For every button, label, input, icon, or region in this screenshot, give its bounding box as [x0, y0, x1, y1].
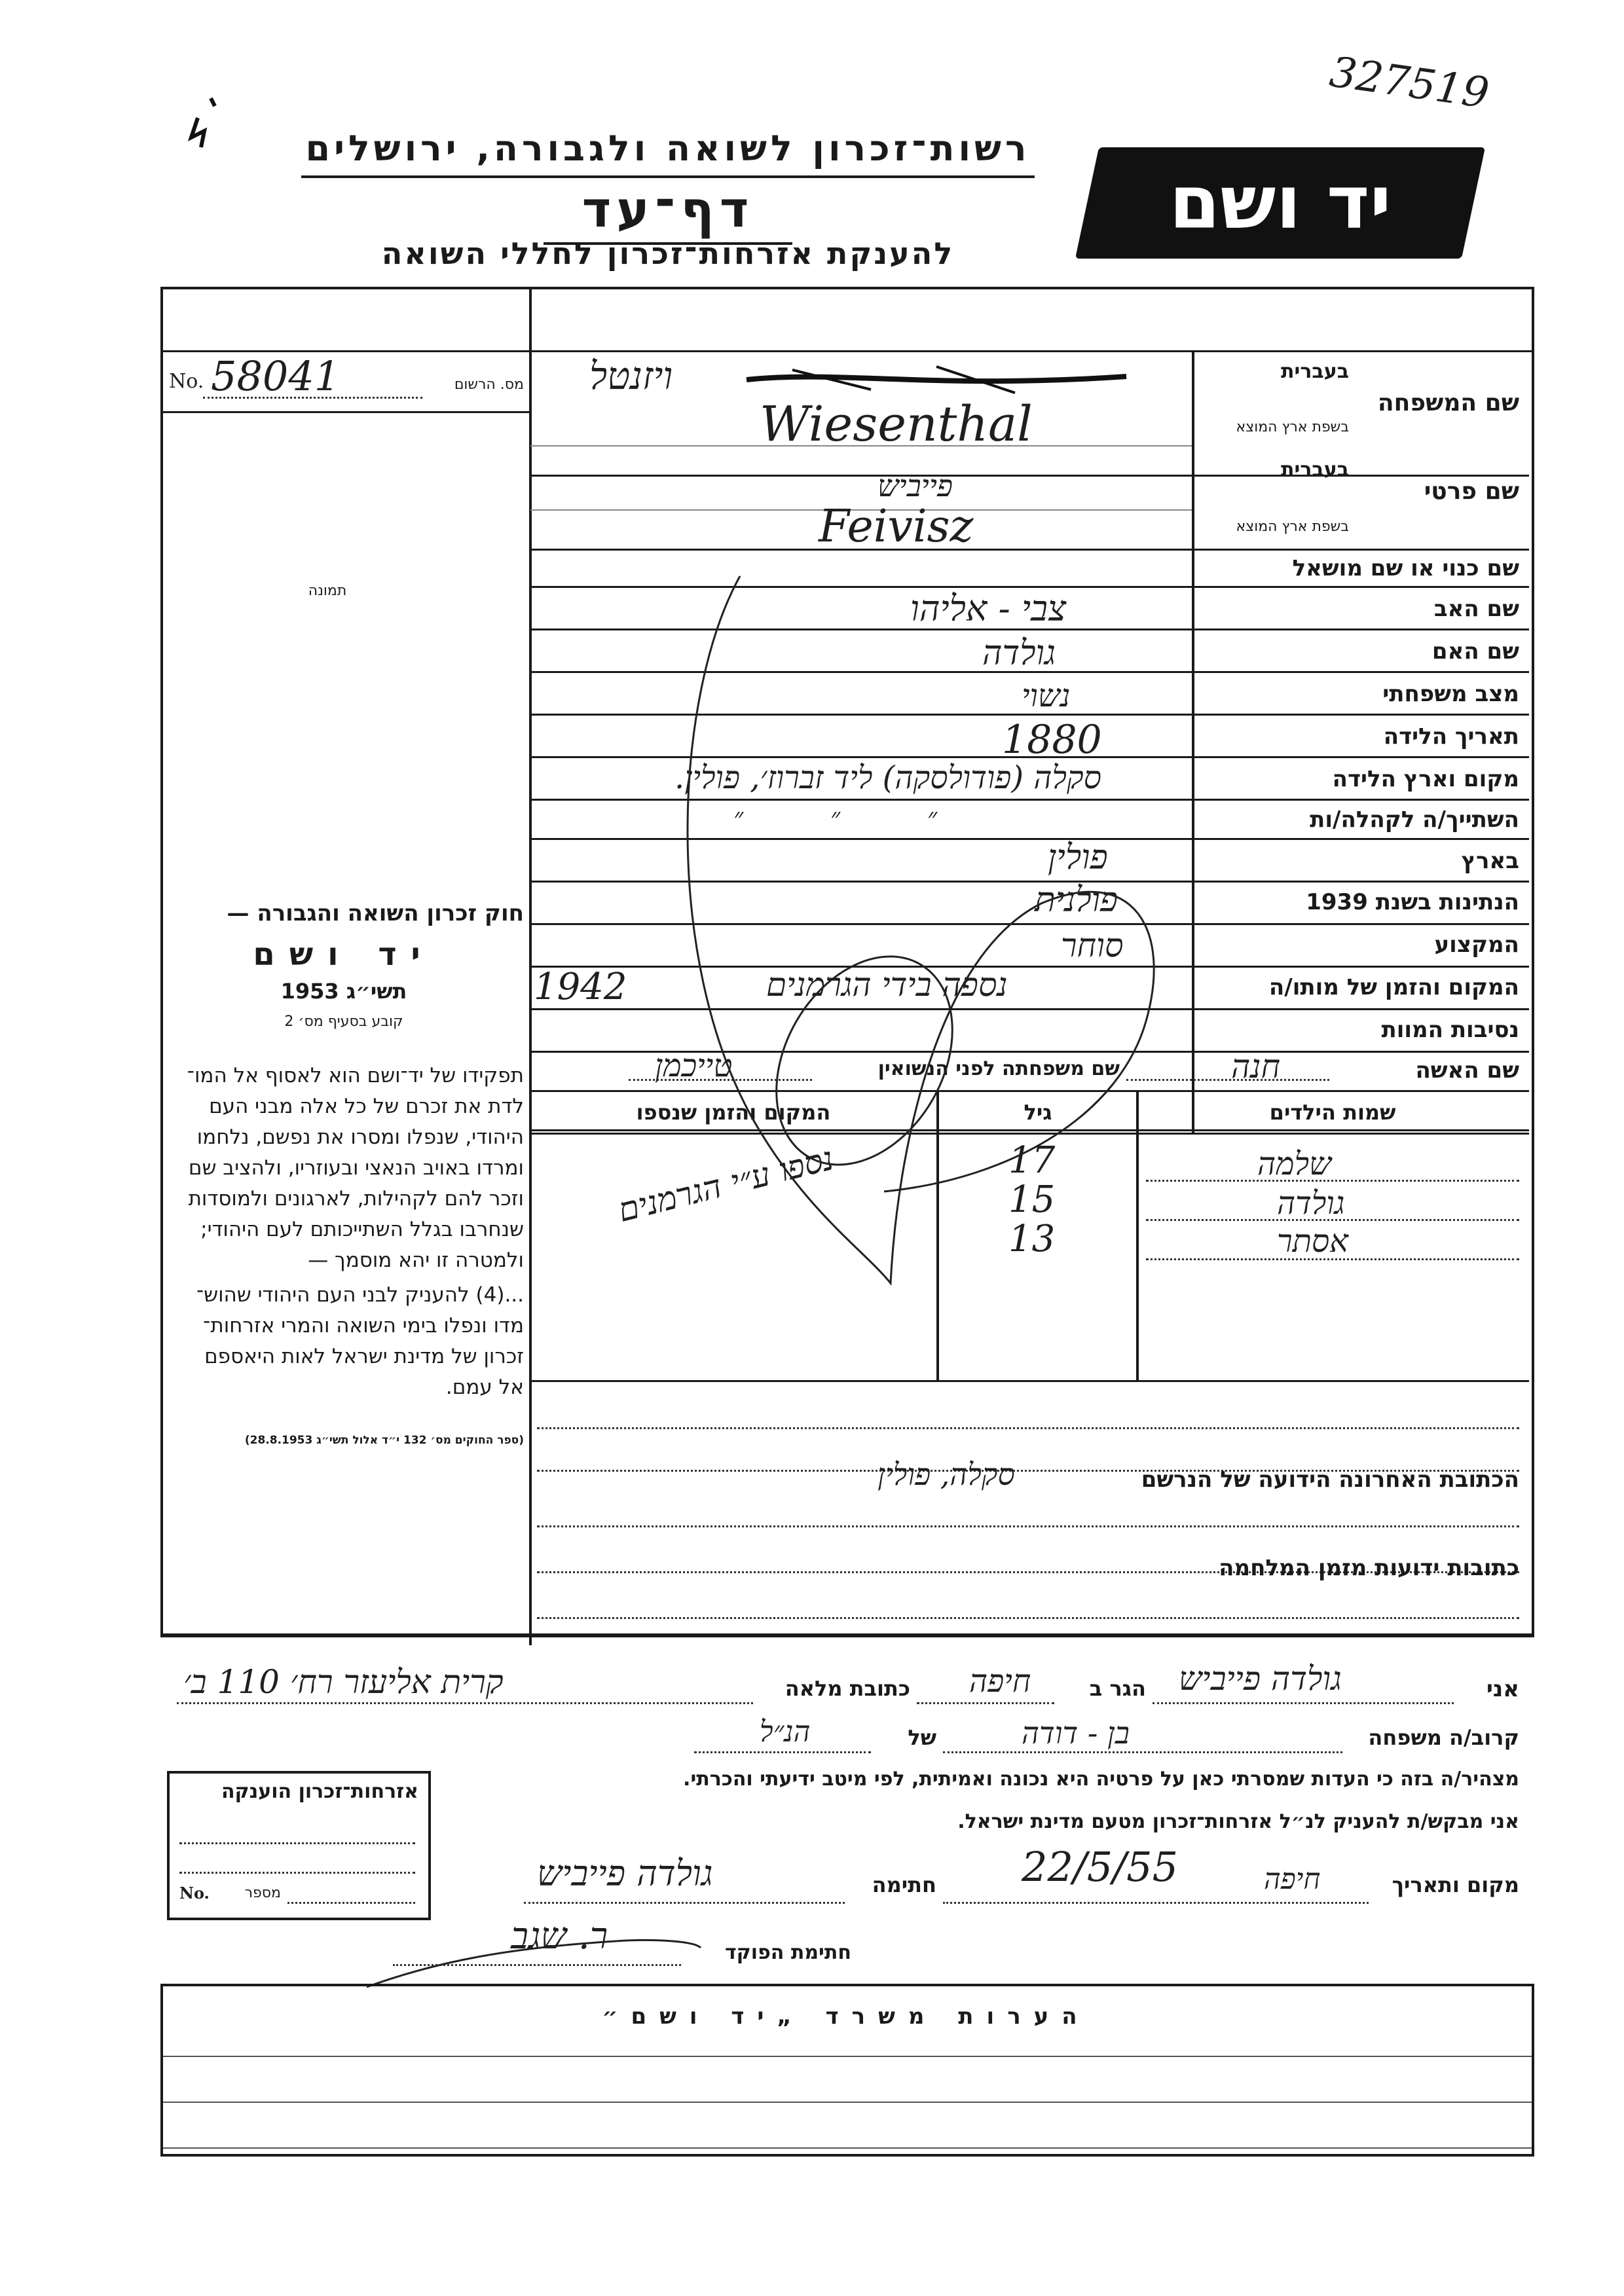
- first-name-sub-hebrew: בעברית: [1281, 458, 1349, 481]
- family-name-origin-value: Wiesenthal: [760, 396, 1033, 452]
- law-p2-line-2: מדו ונפלו בימי השואה והמרי אזרחות־: [203, 1314, 524, 1338]
- birth-date-label: תאריך הלידה: [1383, 723, 1519, 750]
- father-value: צבי - אליהו: [910, 588, 1067, 629]
- law-p1-line-5: וזכר להם לקהילות, לארגונים ולמוסדות: [188, 1187, 524, 1211]
- nickname-label: שם כנוי או שם מושאל: [1292, 555, 1519, 581]
- registration-no-prefix: No.: [169, 370, 204, 393]
- wartime-address-label: כתובות ידועות מזמן המלחמה: [1219, 1555, 1519, 1581]
- family-name-hebrew-value: ויזנטל: [589, 354, 673, 398]
- law-p1-line-1: תפקידו של יד־ושם הוא לאסוף אל המו־: [187, 1064, 524, 1087]
- law-p1-line-7: ולמטרה זו יהא מוסמך —: [308, 1248, 524, 1272]
- law-section: קובע בסעיף מס׳ 2: [284, 1013, 403, 1030]
- profession-label: המקצוע: [1434, 932, 1519, 958]
- office-notes-frame: [160, 1984, 1534, 2157]
- logo-text: יד ושם: [1169, 160, 1392, 246]
- resides-label: הגר ב: [1089, 1676, 1146, 1701]
- mother-label: שם האם: [1431, 638, 1519, 665]
- yad-vashem-logo: [1075, 147, 1485, 259]
- authority-title: רשות־זכרון לשואה ולגבורה, ירושלים: [305, 128, 1031, 169]
- place-date-label: מקום ותאריך: [1392, 1872, 1519, 1897]
- children-place-note: נספו ע״י הגרמנים: [614, 1139, 838, 1230]
- citizenship-label: הנתינות בשנת 1939: [1306, 889, 1519, 915]
- address-label: כתובת מלאה: [784, 1676, 910, 1701]
- wife-value: חנה: [1231, 1048, 1281, 1085]
- declaration-text-2: אני מבקש/ת להעניק לנ״ל אזרחות־זכרון מטעם מדינת ישראל.: [957, 1810, 1519, 1833]
- children-names-header: שמות הילדים: [1269, 1100, 1396, 1125]
- death-circumstances-label: נסיבות המוות: [1381, 1017, 1519, 1043]
- family-name-sub-origin: בשפת ארץ המוצא: [1236, 419, 1349, 435]
- child-name-1: שלמה: [1257, 1146, 1332, 1182]
- birth-place-label: מקום וארץ הלידה: [1332, 766, 1519, 792]
- country-value: פולין: [1048, 838, 1108, 877]
- family-name-sub-hebrew: בעברית: [1281, 360, 1349, 383]
- office-notes-title: הערות משרד „יד ושם״: [602, 2003, 1090, 2030]
- law-paragraph-2: [164, 1280, 524, 1403]
- wife-label: שם האשה: [1415, 1057, 1519, 1084]
- first-name-hebrew-value: פייביש: [877, 468, 953, 503]
- officer-signature-label: חתימת הפוקד: [725, 1941, 851, 1964]
- officer-signature: ר. שגב: [511, 1915, 608, 1958]
- children-age-header: גיל: [1024, 1100, 1052, 1125]
- declarant-i-label: אני: [1486, 1676, 1519, 1702]
- law-p2-line-1: ...(4) להעניק לבני העם היהודי שהוש־: [196, 1283, 524, 1307]
- loop-scribble: [648, 563, 1185, 1316]
- first-name-origin-value: Feivisz: [819, 501, 974, 553]
- death-place-value: נספה בידי הגרמנים: [766, 966, 1008, 1004]
- struck-text: [740, 363, 1133, 396]
- child-name-3: אסתר: [1277, 1223, 1348, 1260]
- marital-label: מצב משפחתי: [1382, 681, 1519, 707]
- birth-place-value: סקלה (פודולסקה) ליד זברוז׳, פולין.: [674, 759, 1101, 796]
- declaration-date: 22/5/55: [1022, 1843, 1179, 1891]
- strikethrough-icon: [740, 363, 1133, 396]
- law-title: חוק זכרון השואה והגבורה —: [227, 900, 524, 926]
- top-left-mark: [172, 92, 244, 164]
- law-p1-line-4: ומרדו באויב הנאצי ובעוזריו, ולהציב שם: [188, 1156, 524, 1180]
- father-label: שם האב: [1433, 596, 1519, 622]
- law-p2-line-4: אל עמם.: [445, 1376, 524, 1399]
- signature-label: חתימה: [872, 1872, 936, 1897]
- community-value: ״ ״ ״: [733, 803, 977, 833]
- law-p1-line-6: שנחרבו בגלל השתייכותם לעם היהודי;: [200, 1218, 524, 1241]
- grant-box-no-label: No.: [179, 1884, 210, 1903]
- wife-maiden-label: שם משפחתה לפני הנשואין: [877, 1057, 1120, 1080]
- family-name-label: שם המשפחה: [1377, 390, 1519, 416]
- declaration-text-1: מצהיר/ה בזה כי העדות שמסרתי כאן על פרטיה היא נכונה ואמיתית, לפי מיטב ידיעתי והכרתי.: [683, 1768, 1519, 1791]
- loop-scribble-icon: [648, 563, 1185, 1316]
- grant-box: [167, 1771, 431, 1920]
- form-subtitle: להענקת אזרחות־זכרון לחללי השואה: [381, 236, 955, 271]
- of-label: של: [908, 1725, 936, 1750]
- relation-value: בן - דודה: [1022, 1715, 1130, 1751]
- last-address-value: סקלה, פולין: [877, 1457, 1015, 1492]
- country-label: בארץ: [1461, 848, 1519, 874]
- scribble-icon: [172, 92, 244, 164]
- relation-label: קרוב/ה משפחה: [1368, 1725, 1519, 1750]
- declaration-place: חיפה: [1264, 1863, 1321, 1896]
- birth-date-value: 1880: [1002, 717, 1102, 763]
- child-age-3: 13: [1008, 1218, 1056, 1260]
- photo-label: תמונה: [308, 583, 347, 599]
- law-p1-line-2: לדת את זכרם של כל אלה מבני העם: [209, 1095, 524, 1118]
- death-year-value: 1942: [534, 966, 627, 1008]
- declarant-signature: גולדה פייביש: [537, 1853, 713, 1894]
- grant-box-number-label: מספר: [244, 1885, 281, 1901]
- law-p2-line-3: זכרון של מדינת ישראל לאות היאספם: [204, 1345, 524, 1368]
- law-p1-line-3: היהודי, שנפלו ומסרו את נפשם, נלחמו: [196, 1125, 524, 1149]
- profession-value: סוחר: [1061, 926, 1124, 964]
- wife-maiden-value: טייכמן: [655, 1048, 733, 1084]
- law-year: תשי״ג 1953: [280, 979, 407, 1004]
- archive-mark: 327519: [1327, 48, 1492, 118]
- grant-box-title: אזרחות־זכרון הוענקה: [221, 1780, 418, 1803]
- last-address-label: הכתובת האחרונה הידועה של הנרשם: [1141, 1467, 1519, 1493]
- first-name-label: שם פרטי: [1424, 478, 1519, 505]
- marital-value: נשוי: [1022, 678, 1071, 714]
- children-place-header: המקום והזמן שנספו: [636, 1100, 831, 1125]
- law-footnote: (ספר החוקים מס׳ 132 י״ד אלול תשי״ג 28.8.1953): [244, 1434, 524, 1447]
- law-paragraph-1: [164, 1061, 524, 1276]
- form-title: דף־עד: [581, 180, 754, 238]
- declarant-address: קרית אליעזר רח׳ 110 ב׳: [183, 1663, 504, 1701]
- registration-number: 58041: [211, 352, 341, 400]
- mother-value: גולדה: [982, 634, 1056, 673]
- law-name: יד ושם: [253, 936, 435, 973]
- of-value: הנ״ל: [760, 1715, 811, 1749]
- child-name-2: גולדה: [1277, 1185, 1345, 1222]
- declarant-name: גולדה פייביש: [1179, 1660, 1342, 1698]
- community-label: השתייך/ה לקהלה/ות: [1310, 807, 1519, 833]
- child-age-2: 15: [1008, 1178, 1056, 1221]
- death-place-label: המקום והזמן של מותו/ה: [1268, 974, 1519, 1000]
- declarant-city: חיפה: [969, 1663, 1031, 1700]
- first-name-sub-origin: בשפת ארץ המוצא: [1236, 519, 1349, 535]
- citizenship-value: פולנית: [1035, 881, 1118, 920]
- registration-label: מס. הרשום: [454, 376, 524, 393]
- child-age-1: 17: [1008, 1139, 1056, 1182]
